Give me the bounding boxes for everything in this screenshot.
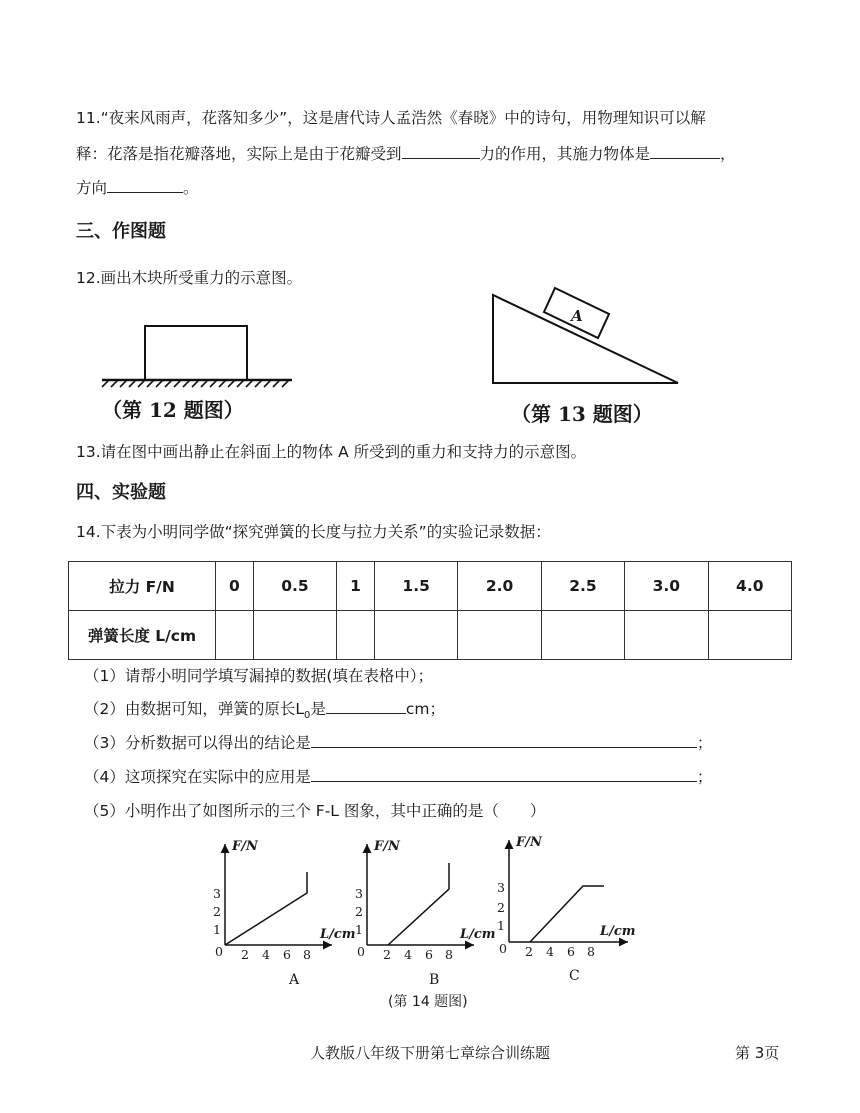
graph-c-x-tick: 6: [567, 944, 575, 959]
graph-c-label: C: [569, 968, 580, 984]
table-cell-force: 3.0: [625, 562, 708, 611]
subq-4: [84, 765, 712, 787]
graph-a-label: A: [289, 972, 300, 988]
graph-b-y-tick: 2: [355, 904, 363, 919]
fig13-caption: （第 13 题图）: [511, 402, 653, 426]
graph-c-y-tick: 1: [497, 918, 505, 933]
subq-3-text: （3）分析数据可以得出的结论是: [84, 734, 311, 752]
graph-a-x-tick: 2: [241, 947, 249, 962]
q11-text-d: 方向: [76, 179, 108, 197]
graph-a-y-tick: 1: [213, 922, 221, 937]
q11-blank-direction[interactable]: [107, 176, 183, 193]
subq-2-blank[interactable]: [326, 697, 406, 714]
q11-text-b: 力的作用，其施力物体是: [479, 145, 651, 163]
subq-4-blank[interactable]: [311, 765, 697, 782]
subq-5: （5）小明作出了如图所示的三个 F-L 图象，其中正确的是（ ）: [84, 802, 546, 820]
fig14-caption: (第 14 题图): [388, 994, 468, 1010]
q11-line2: [76, 142, 736, 164]
table-header-force: 拉力 F/N: [69, 562, 216, 611]
graph-c-x-label: L/cm: [600, 924, 636, 939]
q14-text: 14.下表为小明同学做“探究弹簧的长度与拉力关系”的实验记录数据：: [76, 523, 551, 541]
graph-b-y-tick: 3: [355, 886, 363, 901]
table-cell-force: 4.0: [708, 562, 791, 611]
graph-b-x-tick: 8: [445, 947, 453, 962]
data-table: [68, 561, 792, 660]
graph-c-x-tick: 2: [525, 944, 533, 959]
subq-3-end: ；: [696, 734, 713, 752]
subq-3-blank[interactable]: [311, 731, 697, 748]
table-cell-force: 1.5: [374, 562, 457, 611]
q11-text-e: 。: [183, 179, 199, 197]
table-cell-force: 1: [337, 562, 375, 611]
table-cell-length[interactable]: [374, 611, 457, 660]
graph-b-y-tick: 1: [355, 922, 363, 937]
graph-c-y-tick: 2: [497, 900, 505, 915]
subq-3: [84, 731, 712, 753]
graph-c-y-label: F/N: [516, 835, 542, 850]
graph-b-x-tick: 6: [425, 947, 433, 962]
table-cell-length[interactable]: [708, 611, 791, 660]
graph-b-line: [388, 863, 449, 945]
graph-a-x-tick: 4: [262, 947, 270, 962]
subq-4-end: ；: [696, 768, 713, 786]
table-cell-length[interactable]: [253, 611, 336, 660]
q11-text-a: 释：花落是指花瓣落地，实际上是由于花瓣受到: [76, 145, 402, 163]
subq-2: [84, 697, 445, 721]
section-heading-experiment: 四、实验题: [76, 482, 166, 503]
table-cell-length[interactable]: [541, 611, 624, 660]
graph-c-x-tick: 4: [546, 944, 554, 959]
graph-c-line: [530, 886, 604, 942]
graph-a-y-tick: 2: [213, 904, 221, 919]
subq-2-text-b: 是: [310, 700, 326, 718]
graph-a-y-tick: 3: [213, 886, 221, 901]
footer-title: 人教版八年级下册第七章综合训练题: [310, 1044, 551, 1062]
table-cell-force: 0: [216, 562, 254, 611]
graph-c-origin: 0: [499, 941, 507, 956]
graph-c-x-tick: 8: [587, 944, 595, 959]
table-cell-force: 0.5: [253, 562, 336, 611]
graph-a-x-label: L/cm: [320, 927, 356, 942]
q11-line1: 11.“夜来风雨声，花落知多少”，这是唐代诗人孟浩然《春晓》中的诗句，用物理知识可以解: [76, 109, 706, 127]
wood-block: [145, 326, 247, 380]
graph-b-label: B: [429, 972, 440, 988]
fig13-incline: [486, 288, 686, 388]
graph-a-x-tick: 6: [283, 947, 291, 962]
block-a-label: A: [571, 307, 583, 325]
subq-2-subscript: 0: [304, 710, 311, 722]
table-cell-length[interactable]: [458, 611, 541, 660]
table-cell-length[interactable]: [216, 611, 254, 660]
q13-text: 13.请在图中画出静止在斜面上的物体 A 所受到的重力和支持力的示意图。: [76, 443, 587, 461]
subq-1: （1）请帮小明同学填写漏掉的数据(填在表格中）；: [84, 667, 434, 685]
subq-4-text: （4）这项探究在实际中的应用是: [84, 768, 311, 786]
q11-blank-force[interactable]: [402, 142, 480, 159]
q11-line3: [76, 176, 199, 198]
graph-c: [494, 832, 644, 990]
graph-b-x-tick: 2: [383, 947, 391, 962]
table-cell-force: 2.5: [541, 562, 624, 611]
graph-b-x-tick: 4: [404, 947, 412, 962]
graph-c-y-tick: 3: [497, 880, 505, 895]
subq-2-unit: cm；: [405, 700, 446, 718]
graph-b-y-label: F/N: [374, 839, 400, 854]
graph-b: [352, 832, 496, 990]
table-cell-force: 2.0: [458, 562, 541, 611]
table-row-length: [69, 611, 792, 660]
graph-a: [210, 832, 356, 990]
fig12-caption: （第 12 题图）: [102, 398, 244, 422]
q11-text-c: ，: [720, 145, 736, 163]
table-header-length: 弹簧长度 L/cm: [69, 611, 216, 660]
section-heading-drawing: 三、作图题: [76, 221, 166, 242]
graph-a-origin: 0: [215, 944, 223, 959]
graph-a-y-label: F/N: [232, 839, 258, 854]
table-cell-length[interactable]: [625, 611, 708, 660]
graph-a-line: [225, 872, 307, 945]
table-cell-length[interactable]: [337, 611, 375, 660]
q12-text: 12.画出木块所受重力的示意图。: [76, 269, 303, 287]
graph-a-x-tick: 8: [303, 947, 311, 962]
fig12-block-on-ground: [98, 318, 298, 388]
table-row-force: [69, 562, 792, 611]
graph-b-x-label: L/cm: [460, 927, 496, 942]
graph-b-origin: 0: [357, 944, 365, 959]
footer-page-number: 第 3页: [735, 1044, 780, 1062]
q11-blank-source[interactable]: [650, 142, 720, 159]
subq-2-text: （2）由数据可知，弹簧的原长L: [84, 700, 304, 718]
